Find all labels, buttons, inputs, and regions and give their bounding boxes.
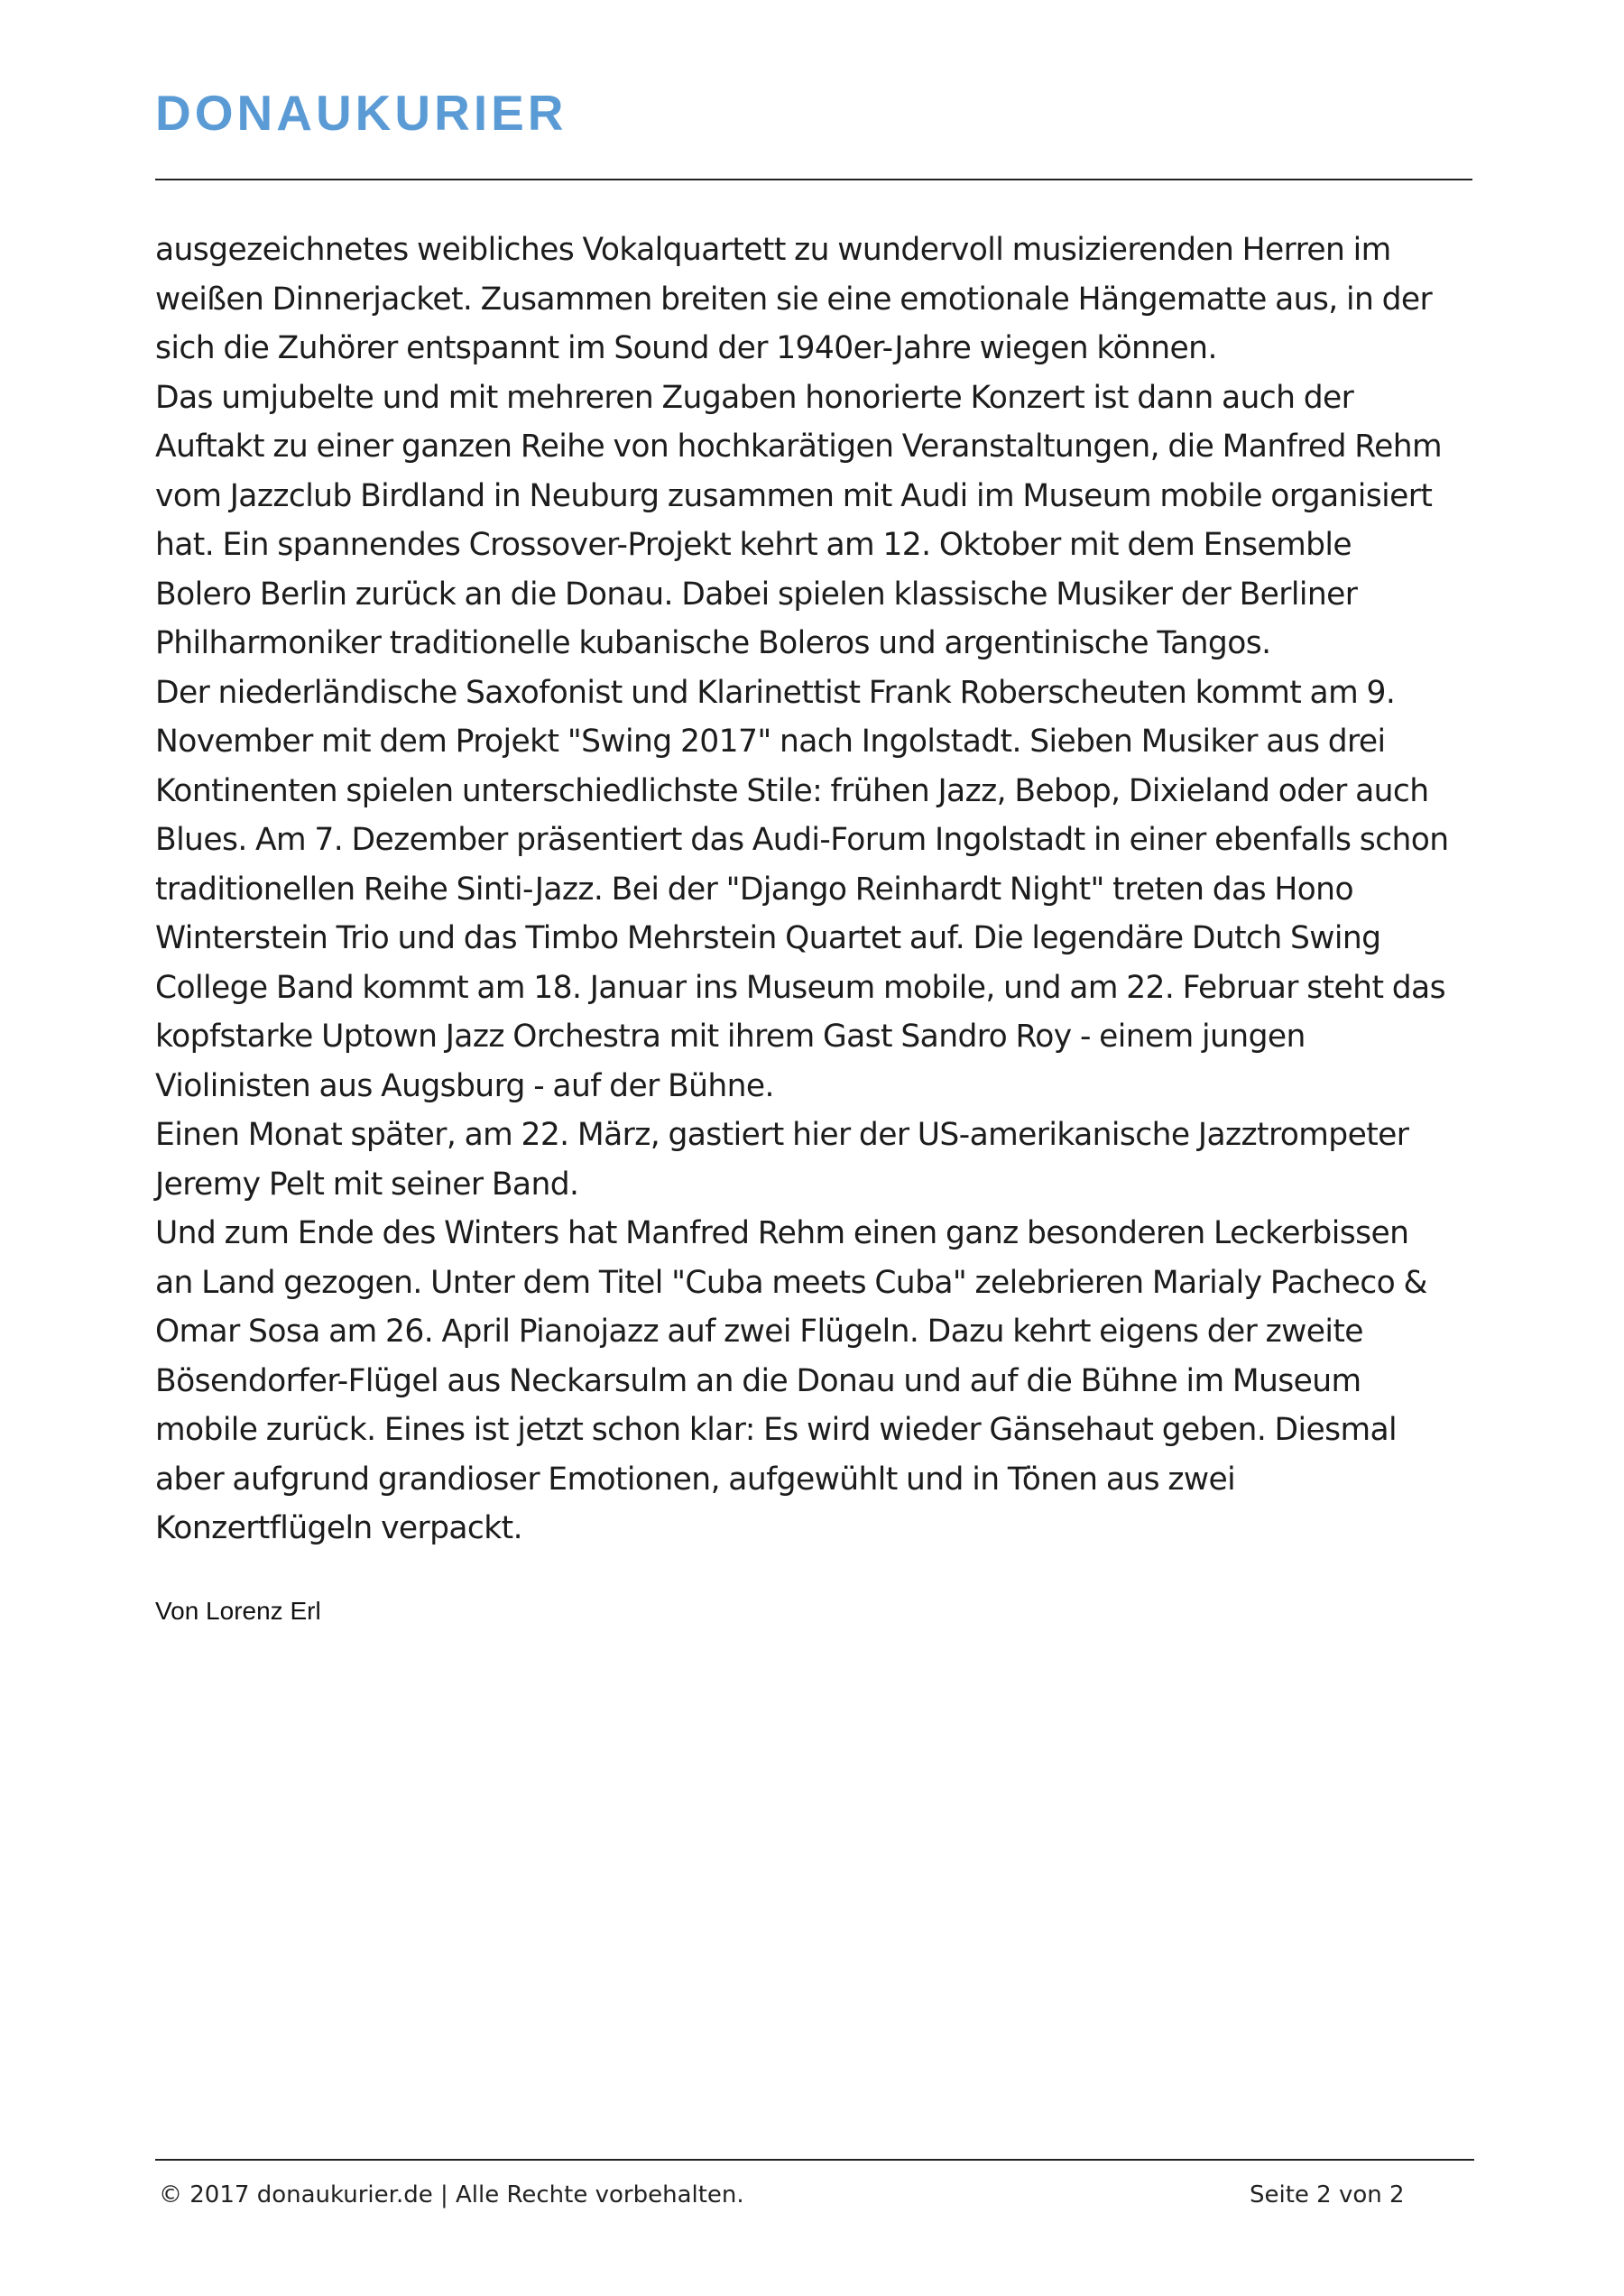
article-paragraph: Der niederländische Saxofonist und Klarinettist Frank Roberscheuten kommt am 9. November mit dem Projekt "Swing 2017" nach Ingolstadt. Sieben Musiker aus drei Kontinenten spielen unterschiedlichste Stile: frühen Jazz, Bebop, Dixieland oder auch Blues. Am 7. Dezember präsentiert das Audi-Forum Ingolstadt in einer ebenfalls schon traditionellen Reihe Sinti-Jazz. Bei der "Django Reinhardt Night" treten das Hono Winterstein Trio und das Timbo Mehrstein Quartet auf. Die legendäre Dutch Swing College Band kommt am 18. Januar ins Museum mobile, und am 22. Februar steht das kopfstarke Uptown Jazz Orchestra mit ihrem Gast Sandro Roy - einem jungen Violinisten aus Augsburg - auf der Bühne. (155, 674, 1449, 1104)
article-byline: Von Lorenz Erl (155, 1597, 321, 1625)
site-logo: DONAUKURIER (155, 85, 567, 141)
article-paragraph: Das umjubelte und mit mehreren Zugaben honorierte Konzert ist dann auch der Auftakt zu einer ganzen Reihe von hochkarätigen Veranstaltungen, die Manfred Rehm vom Jazzclub Birdland in Neuburg zusammen mit Audi im Museum mobile organisiert hat. Ein spannendes Crossover-Projekt kehrt am 12. Oktober mit dem Ensemble Bolero Berlin zurück an die Donau. Dabei spielen klassische Musiker der Berliner Philharmoniker traditionelle kubanische Boleros und argentinische Tangos. (155, 379, 1442, 661)
page-indicator: Seite 2 von 2 (1250, 2181, 1405, 2208)
article-paragraph: Einen Monat später, am 22. März, gastiert hier der US-amerikanische Jazztrompeter Jeremy Pelt mit seiner Band. (155, 1117, 1409, 1203)
footer-copyright: © 2017 donaukurier.de | Alle Rechte vorbehalten. (159, 2181, 744, 2208)
footer-divider (155, 2159, 1474, 2161)
article-paragraph: Und zum Ende des Winters hat Manfred Rehm einen ganz besonderen Leckerbissen an Land gezogen. Unter dem Titel "Cuba meets Cuba" zelebrieren Marialy Pacheco & Omar Sosa am 26. April Pianojazz auf zwei Flügeln. Dazu kehrt eigens der zweite Bösendorfer-Flügel aus Neckarsulm an die Donau und auf die Bühne im Museum mobile zurück. Eines ist jetzt schon klar: Es wird wieder Gänsehaut geben. Diesmal aber aufgrund grandioser Emotionen, aufgewühlt und in Tönen aus zwei Konzertflügeln verpackt. (155, 1215, 1427, 1546)
article-body (155, 226, 1481, 1554)
header-divider (155, 179, 1472, 180)
article-paragraph: ausgezeichnetes weibliches Vokalquartett zu wundervoll musizierenden Herren im weißen Dinnerjacket. Zusammen breiten sie eine emotionale Hängematte aus, in der sich die Zuhörer entspannt im Sound der 1940er-Jahre wiegen können. (155, 232, 1433, 366)
